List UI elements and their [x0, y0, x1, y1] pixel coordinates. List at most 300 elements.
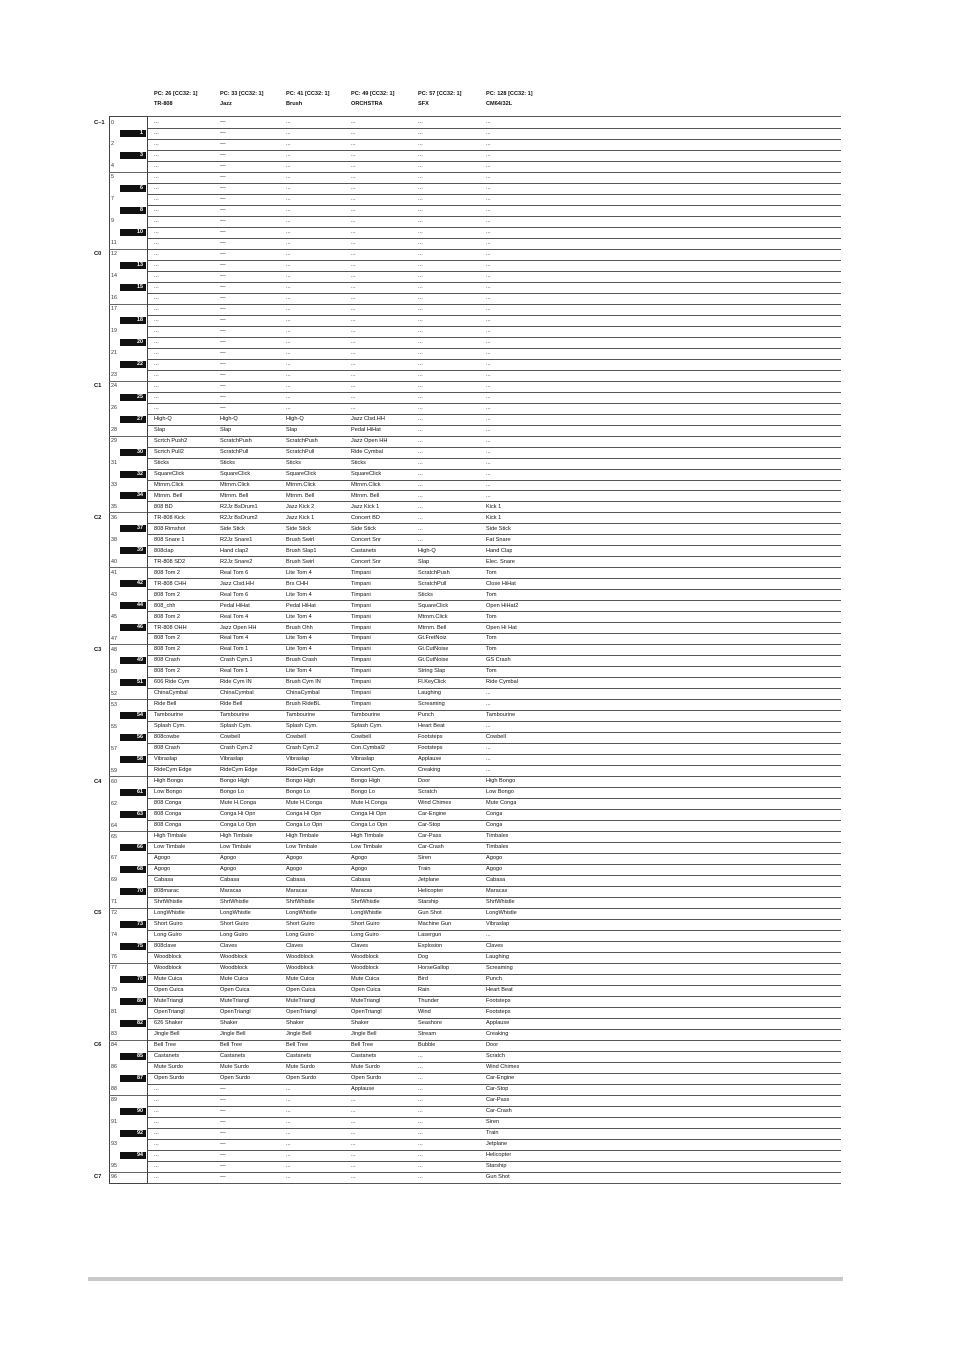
- table-cell: Woodblock: [286, 965, 314, 972]
- table-cell: 808_chh: [154, 602, 176, 609]
- table-cell: Open Cuica: [286, 987, 316, 993]
- table-cell: ...: [154, 404, 159, 411]
- table-cell: Applause: [418, 756, 442, 763]
- column-pc-label: PC: 57 [CC32: 1]: [418, 91, 462, 97]
- table-cell: 808 Tom 2: [154, 646, 181, 653]
- table-cell: ...: [418, 130, 423, 137]
- table-cell: ...: [486, 404, 491, 411]
- table-cell: Real Tom 1: [220, 646, 249, 653]
- table-cell: Low Bongo: [486, 789, 514, 796]
- table-cell: Ride Cymbal: [486, 679, 519, 686]
- table-cell: Pedal HiHat: [286, 602, 316, 609]
- table-cell: ...: [351, 1151, 356, 1158]
- row-rule: [148, 128, 841, 129]
- table-cell: ...: [486, 163, 491, 170]
- table-cell: ...: [154, 1107, 159, 1114]
- table-cell: ...: [486, 207, 491, 214]
- table-cell: Siren: [486, 1118, 500, 1125]
- table-cell: Mute Surdo: [286, 1063, 315, 1070]
- white-key-number: 72: [111, 910, 117, 917]
- table-cell: Elec. Snare: [486, 558, 515, 565]
- table-cell: ...: [154, 196, 159, 203]
- table-cell: ...: [351, 119, 356, 126]
- table-cell: ...: [418, 1173, 423, 1180]
- table-cell: Mtrnm. Bell: [351, 492, 380, 499]
- row-rule: [148, 952, 841, 953]
- table-cell: Car-Pass: [418, 833, 442, 840]
- row-rule: [148, 282, 841, 283]
- table-cell: Shaker: [351, 1019, 369, 1026]
- table-cell: Timpani: [351, 668, 371, 675]
- table-cell: Woodblock: [154, 954, 182, 961]
- octave-label: C0: [94, 251, 102, 258]
- table-cell: Mute Surdo: [220, 1063, 249, 1070]
- table-cell: —: [220, 404, 226, 411]
- black-key: 51: [120, 679, 146, 686]
- table-cell: Short Guiro: [220, 921, 249, 928]
- table-cell: —: [220, 1162, 226, 1169]
- row-rule: [148, 348, 841, 349]
- table-cell: ...: [486, 701, 491, 708]
- table-cell: ...: [418, 514, 423, 521]
- table-cell: ...: [351, 130, 356, 137]
- table-cell: ...: [351, 262, 356, 268]
- table-cell: Wind Chimes: [486, 1063, 520, 1070]
- table-cell: ...: [351, 141, 356, 148]
- table-cell: Bubble: [418, 1041, 436, 1048]
- row-rule: [148, 216, 841, 217]
- table-cell: Scrtch Push2: [154, 437, 188, 444]
- table-cell: 626 Shaker: [154, 1019, 183, 1026]
- row-rule: [148, 567, 841, 568]
- table-cell: Bongo High: [286, 778, 316, 785]
- table-cell: Cowbell: [486, 734, 506, 741]
- black-key: 87: [120, 1075, 146, 1082]
- table-cell: 808clave: [154, 943, 177, 950]
- table-cell: Short Guiro: [154, 921, 183, 928]
- table-cell: ...: [286, 141, 291, 148]
- table-cell: Woodblock: [351, 965, 379, 972]
- table-cell: ...: [418, 272, 423, 279]
- octave-label: C4: [94, 778, 102, 785]
- table-cell: Woodblock: [351, 954, 379, 961]
- table-cell: ...: [286, 1173, 291, 1180]
- white-key-divider: [109, 776, 147, 777]
- white-key-number: 14: [111, 273, 117, 280]
- table-cell: Car-Crash: [486, 1107, 512, 1114]
- table-cell: Mtrnm.Click: [154, 481, 184, 488]
- table-cell: ...: [351, 360, 356, 367]
- table-cell: ...: [418, 1063, 423, 1070]
- table-cell: Tom: [486, 635, 497, 642]
- table-cell: —: [220, 1140, 226, 1147]
- table-cell: Slap: [286, 426, 298, 433]
- white-key-divider: [109, 963, 147, 964]
- table-cell: Ride Cym IN: [220, 679, 252, 686]
- table-cell: ...: [486, 119, 491, 126]
- table-cell: —: [220, 338, 226, 345]
- table-cell: Bell Tree: [286, 1041, 309, 1048]
- table-cell: ...: [486, 382, 491, 389]
- table-cell: Concert Snr: [351, 536, 381, 543]
- table-cell: ...: [418, 141, 423, 148]
- table-cell: ScratchPush: [220, 437, 252, 444]
- row-rule: [148, 370, 841, 371]
- table-cell: ...: [418, 163, 423, 170]
- table-cell: High Timbale: [351, 833, 384, 840]
- table-cell: Real Tom 6: [220, 591, 249, 598]
- row-rule: [148, 480, 841, 481]
- table-cell: —: [220, 152, 226, 159]
- table-cell: ...: [418, 316, 423, 323]
- table-cell: Concert BD: [351, 514, 380, 521]
- table-cell: Low Timbale: [286, 844, 318, 851]
- table-cell: High Bongo: [154, 778, 184, 785]
- table-cell: ...: [351, 196, 356, 203]
- row-rule: [148, 1117, 841, 1118]
- table-cell: Car-Crash: [418, 844, 444, 851]
- table-cell: ...: [486, 745, 491, 752]
- table-cell: ...: [486, 723, 491, 730]
- black-key: 58: [120, 756, 146, 763]
- row-rule: [148, 469, 841, 470]
- table-cell: ...: [286, 360, 291, 367]
- table-cell: ...: [154, 382, 159, 389]
- table-cell: SquareClick: [418, 602, 449, 609]
- table-cell: Door: [418, 778, 431, 785]
- table-cell: —: [220, 360, 226, 367]
- table-cell: Bell Tree: [351, 1041, 374, 1048]
- table-cell: Timbales: [486, 833, 509, 840]
- table-cell: Brs CHH: [286, 580, 309, 587]
- table-cell: Pedal HiHat: [351, 426, 381, 433]
- black-key: 80: [120, 998, 146, 1005]
- table-cell: —: [220, 141, 226, 148]
- table-cell: ...: [486, 415, 491, 422]
- row-rule: [148, 260, 841, 261]
- row-rule: [148, 732, 841, 733]
- table-cell: Long Guiro: [220, 932, 248, 939]
- table-cell: Vibraslap: [154, 756, 178, 763]
- table-cell: ...: [418, 327, 423, 334]
- row-rule: [148, 512, 841, 513]
- table-cell: Scratch: [486, 1052, 505, 1059]
- row-rule: [148, 897, 841, 898]
- table-cell: Train: [486, 1129, 499, 1136]
- table-cell: Timpani: [351, 602, 371, 609]
- table-cell: ...: [286, 1129, 291, 1136]
- table-cell: ...: [418, 349, 423, 356]
- table-cell: Sticks: [418, 591, 433, 598]
- row-rule: [148, 644, 841, 645]
- table-cell: ...: [286, 207, 291, 214]
- table-cell: Pedal HiHat: [220, 602, 250, 609]
- row-rule: [148, 941, 841, 942]
- table-cell: Vibraslap: [286, 756, 310, 763]
- white-key-divider: [109, 1172, 147, 1173]
- table-cell: Mute Surdo: [154, 1063, 183, 1070]
- table-cell: Door: [486, 1041, 499, 1048]
- table-cell: ...: [286, 1107, 291, 1114]
- row-rule: [148, 985, 841, 986]
- table-cell: ...: [486, 218, 491, 225]
- table-cell: ...: [486, 229, 491, 236]
- white-key-number: 16: [111, 295, 117, 302]
- white-key-number: 71: [111, 899, 117, 906]
- table-cell: ...: [418, 262, 423, 268]
- table-cell: ...: [486, 481, 491, 488]
- table-cell: ...: [418, 393, 423, 400]
- black-key: 15: [120, 284, 146, 291]
- table-cell: Bongo Lo: [220, 789, 244, 796]
- table-cell: High-Q: [418, 547, 436, 554]
- table-cell: ...: [486, 196, 491, 203]
- table-cell: Applause: [351, 1085, 375, 1092]
- keyboard-right-edge: [147, 116, 148, 1184]
- row-rule: [148, 1084, 841, 1085]
- table-cell: ...: [486, 349, 491, 356]
- table-cell: Laughing: [486, 954, 510, 961]
- table-cell: RideCym Edge: [220, 767, 258, 774]
- table-cell: ...: [286, 1096, 291, 1103]
- table-cell: Creaking: [418, 767, 441, 774]
- table-cell: Laughing: [418, 690, 442, 697]
- table-cell: High Timbale: [154, 833, 187, 840]
- table-cell: Timpani: [351, 701, 371, 708]
- table-cell: SquareClick: [286, 470, 317, 477]
- table-cell: Bongo High: [351, 778, 381, 785]
- table-cell: Agogo: [351, 855, 368, 862]
- table-cell: Timpani: [351, 613, 371, 620]
- table-cell: 808 Tom 2: [154, 613, 181, 620]
- table-cell: Brush Swirl: [286, 536, 315, 543]
- table-cell: 808 Conga: [154, 822, 182, 829]
- table-cell: ...: [486, 932, 491, 939]
- table-cell: ...: [351, 1140, 356, 1147]
- table-cell: ...: [286, 349, 291, 356]
- table-cell: Starship: [486, 1162, 507, 1169]
- table-cell: Ride Cymbal: [351, 448, 384, 455]
- table-cell: ...: [351, 1129, 356, 1136]
- row-rule: [148, 1018, 841, 1019]
- table-cell: 808cowbe: [154, 734, 180, 741]
- table-cell: ...: [351, 316, 356, 323]
- table-cell: Jazz Open HH: [351, 437, 388, 444]
- table-cell: ...: [351, 218, 356, 225]
- table-cell: ...: [486, 272, 491, 279]
- row-rule: [148, 787, 841, 788]
- white-key-number: 48: [111, 646, 117, 653]
- table-cell: Bird: [418, 976, 428, 983]
- table-cell: —: [220, 251, 226, 258]
- table-cell: ...: [418, 305, 423, 312]
- row-rule: [148, 271, 841, 272]
- black-key: 34: [120, 492, 146, 499]
- white-key-divider: [109, 1095, 147, 1096]
- row-rule: [148, 996, 841, 997]
- table-cell: 808 BD: [154, 503, 173, 510]
- footer-rule: [88, 1277, 843, 1281]
- white-key-number: 4: [111, 163, 114, 170]
- table-cell: Timpani: [351, 591, 371, 598]
- table-cell: High-Q: [154, 415, 172, 422]
- table-cell: Jingle Bell: [351, 1030, 377, 1037]
- black-key: 73: [120, 921, 146, 928]
- table-cell: ...: [154, 349, 159, 356]
- table-cell: ...: [418, 360, 423, 367]
- table-cell: ...: [351, 272, 356, 279]
- table-cell: Slap: [418, 558, 430, 565]
- table-cell: 808 Snare 1: [154, 536, 185, 543]
- table-cell: —: [220, 1107, 226, 1114]
- table-cell: ...: [418, 218, 423, 225]
- column-kit-name: Brush: [286, 101, 303, 107]
- white-key-number: 91: [111, 1119, 117, 1126]
- table-cell: Vibraslap: [351, 756, 375, 763]
- table-cell: ...: [154, 1129, 159, 1136]
- table-cell: Tambourine: [286, 712, 316, 719]
- row-rule: [148, 238, 841, 239]
- row-rule: [148, 1073, 841, 1074]
- table-cell: High-Q: [220, 415, 238, 422]
- row-rule: [148, 381, 841, 382]
- table-cell: Mute H.Conga: [351, 800, 388, 807]
- white-key-number: 47: [111, 635, 117, 642]
- row-rule: [148, 611, 841, 612]
- black-key: 10: [120, 229, 146, 236]
- black-key: 39: [120, 547, 146, 554]
- table-cell: ...: [286, 404, 291, 411]
- table-cell: ...: [286, 272, 291, 279]
- row-rule: [148, 556, 841, 557]
- table-cell: Tom: [486, 591, 497, 598]
- table-cell: ...: [154, 163, 159, 170]
- black-key: 61: [120, 789, 146, 796]
- white-key-number: 52: [111, 690, 117, 697]
- row-rule: [148, 809, 841, 810]
- table-cell: ...: [286, 1118, 291, 1125]
- white-key-number: 57: [111, 745, 117, 752]
- table-cell: ...: [286, 262, 291, 268]
- row-rule: [148, 337, 841, 338]
- table-cell: —: [220, 207, 226, 214]
- row-rule: [148, 963, 841, 964]
- table-cell: Lite Tom 4: [286, 635, 312, 642]
- table-cell: Mute Surdo: [351, 1063, 380, 1070]
- black-key: 92: [120, 1130, 146, 1137]
- white-key-number: 83: [111, 1031, 117, 1038]
- octave-label: C3: [94, 646, 102, 653]
- table-cell: Footsteps: [418, 734, 443, 741]
- table-cell: ...: [418, 437, 423, 444]
- row-rule: [148, 666, 841, 667]
- black-key: 75: [120, 943, 146, 950]
- table-cell: ...: [286, 305, 291, 312]
- table-cell: Car-Engine: [418, 811, 447, 818]
- table-cell: Dog: [418, 954, 429, 961]
- table-cell: Side Stick: [351, 525, 376, 532]
- black-key: 22: [120, 361, 146, 368]
- black-key: 30: [120, 449, 146, 456]
- row-rule: [148, 161, 841, 162]
- table-cell: —: [220, 283, 226, 290]
- table-cell: —: [220, 218, 226, 225]
- row-rule: [148, 359, 841, 360]
- black-key: 54: [120, 712, 146, 719]
- table-cell: ...: [286, 119, 291, 126]
- column-pc-label: PC: 26 [CC32: 1]: [154, 91, 198, 97]
- row-rule: [148, 886, 841, 887]
- table-cell: ...: [418, 1118, 423, 1125]
- table-cell: Woodblock: [220, 954, 248, 961]
- row-rule: [148, 1062, 841, 1063]
- table-cell: —: [220, 229, 226, 236]
- table-cell: Kick 1: [486, 514, 502, 521]
- table-cell: Jingle Bell: [220, 1030, 246, 1037]
- table-cell: Heart Beat: [486, 987, 513, 993]
- table-cell: Punch: [418, 712, 434, 719]
- table-cell: Cowbell: [351, 734, 371, 741]
- table-cell: —: [220, 1151, 226, 1158]
- table-cell: Tom: [486, 613, 497, 620]
- table-cell: Side Stick: [486, 525, 511, 532]
- table-cell: ...: [351, 393, 356, 400]
- table-cell: ...: [418, 503, 423, 510]
- white-key-number: 31: [111, 460, 117, 467]
- table-cell: ...: [351, 404, 356, 411]
- table-cell: ...: [286, 393, 291, 400]
- octave-label: C5: [94, 910, 102, 917]
- table-cell: ...: [351, 382, 356, 389]
- table-cell: ...: [154, 207, 159, 214]
- table-cell: Tom: [486, 646, 497, 653]
- table-cell: Gt.FretNoiz: [418, 635, 447, 642]
- table-cell: Rain: [418, 987, 430, 993]
- table-cell: Mute Cuica: [220, 976, 249, 983]
- table-cell: Tambourine: [486, 712, 516, 719]
- table-cell: Hand clap2: [220, 547, 249, 554]
- row-rule: [148, 919, 841, 920]
- column-pc-label: PC: 33 [CC32: 1]: [220, 91, 264, 97]
- row-rule: [148, 798, 841, 799]
- table-cell: R2Jz BsDrum1: [220, 503, 258, 510]
- table-cell: ...: [486, 492, 491, 499]
- white-key-number: 65: [111, 833, 117, 840]
- table-cell: Footsteps: [418, 745, 443, 752]
- row-rule: [148, 326, 841, 327]
- table-cell: 808marac: [154, 888, 179, 895]
- row-rule: [148, 600, 841, 601]
- row-rule: [148, 315, 841, 316]
- table-cell: Tambourine: [351, 712, 381, 719]
- white-key-number: 26: [111, 405, 117, 412]
- table-cell: —: [220, 349, 226, 356]
- table-cell: Sticks: [154, 459, 169, 466]
- table-cell: Maracas: [220, 888, 242, 895]
- table-cell: Low Bongo: [154, 789, 182, 796]
- white-key-divider: [109, 436, 147, 437]
- table-cell: High Timbale: [286, 833, 319, 840]
- table-cell: ...: [154, 262, 159, 268]
- white-key-divider: [109, 699, 147, 700]
- table-cell: —: [220, 240, 226, 247]
- table-cell: ...: [486, 283, 491, 290]
- table-cell: ...: [486, 338, 491, 345]
- table-cell: Lite Tom 4: [286, 569, 312, 576]
- table-cell: Applause: [486, 1019, 510, 1026]
- table-cell: ...: [154, 1140, 159, 1147]
- table-cell: MuteTriangl: [220, 998, 250, 1004]
